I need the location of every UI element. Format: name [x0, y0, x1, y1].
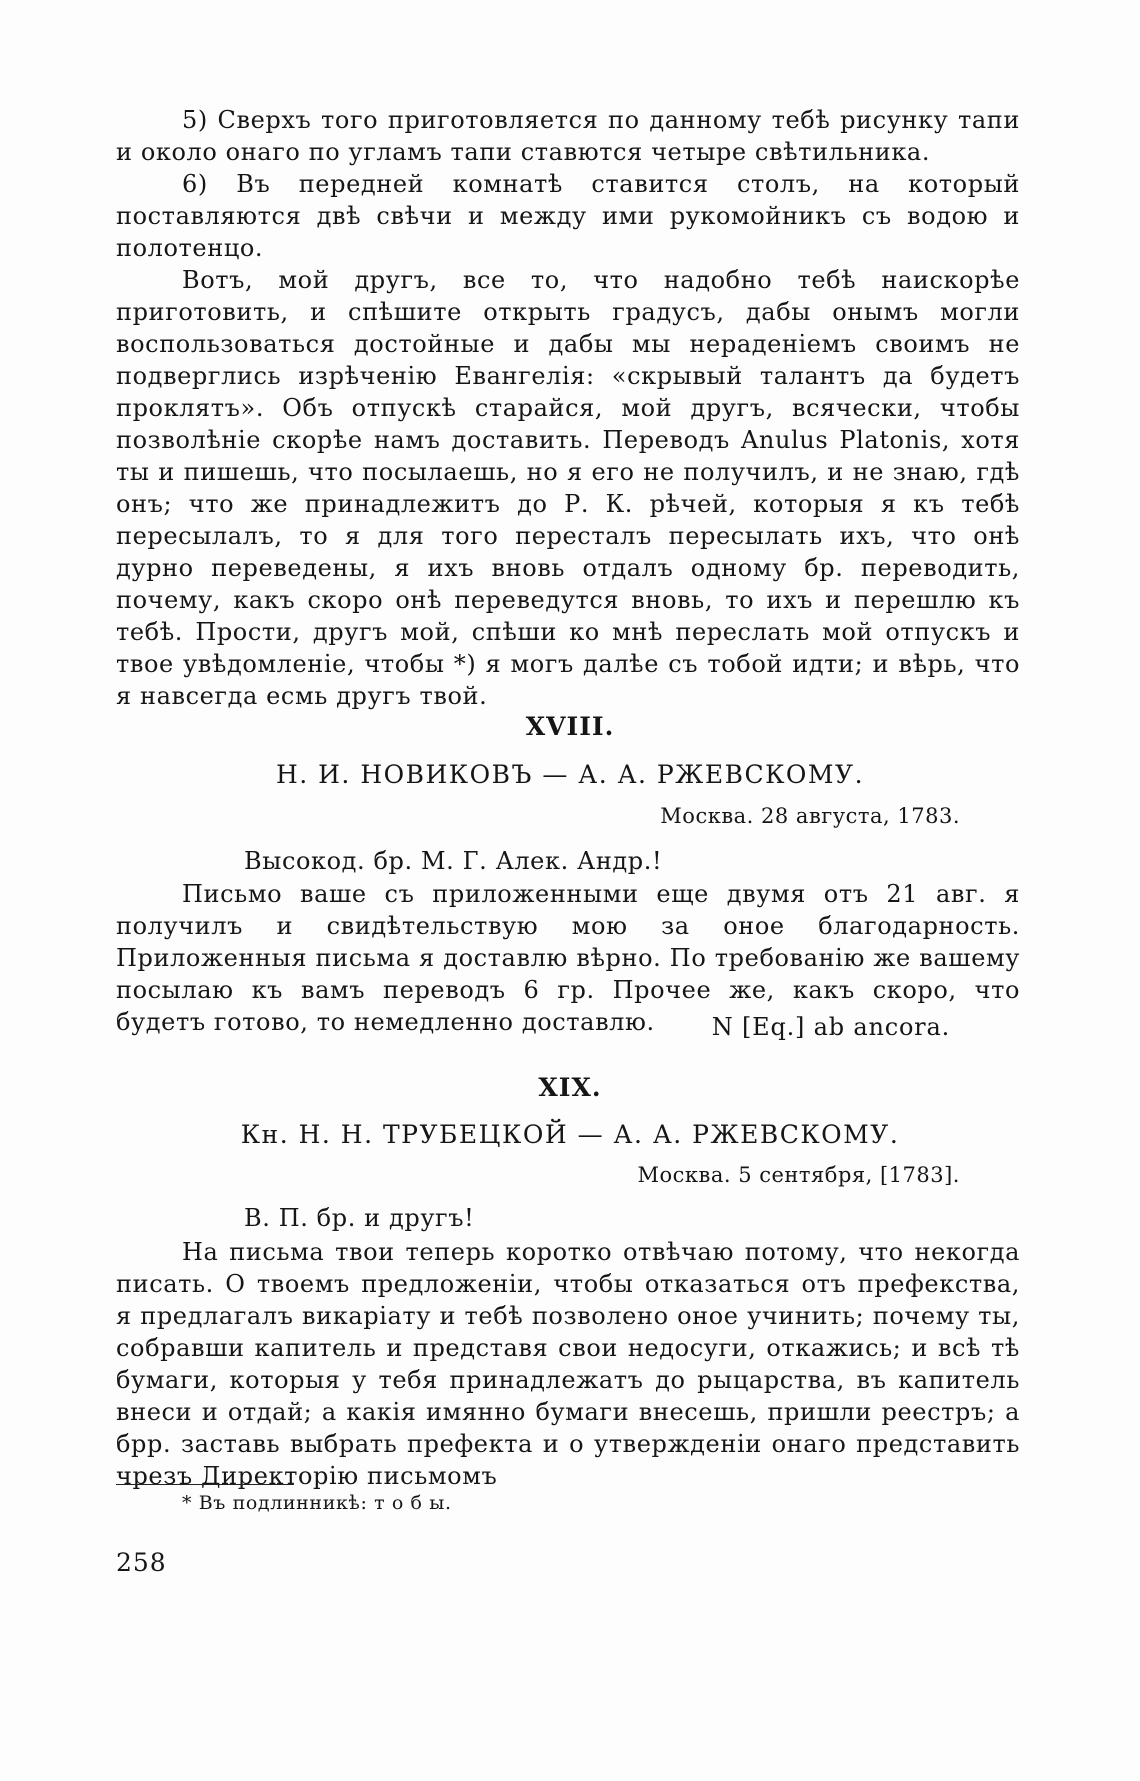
- paragraph: На письма твои теперь коротко отвѣчаю потому, что некогда писать. О твоемъ предложеніи, чтобы отказаться отъ префекства, я предлагалъ викаріату и тебѣ позволено оное учинить; почему ты, собравши капитель и представя свои недосуги, откажись; и всѣ тѣ бумаги, которыя у тебя принадлежатъ до рыцарства, въ капитель внеси и отдай; а какія имянно бумаги внесешь, пришли реестръ; а брр. заставь выбрать префекта и о утвержденіи онаго представить чрезъ Директорію письмомъ: [116, 1238, 1020, 1490]
- letter-body-xix: [116, 1236, 1020, 1492]
- letter-date-xix: Москва. 5 сентября, [1783].: [637, 1163, 960, 1187]
- footnote: * Въ подлинникѣ: т о б ы.: [182, 1492, 452, 1514]
- letter-salutation-xviii: Высокод. бр. М. Г. Алек. Андр.!: [244, 847, 663, 875]
- paragraph: 6) Въ передней комнатѣ ставится столъ, на который поставляются двѣ свѣчи и между ими рукомойникъ съ водою и полотенцо.: [116, 170, 1020, 262]
- paragraph: Вотъ, мой другъ, все то, что надобно тебѣ наискорѣе приготовить, и спѣшите открыть градусъ, дабы онымъ могли воспользоваться достойные и дабы мы нераденіемъ своимъ не подверглись изрѣченію Евангелія: «скрывый талантъ да будетъ проклятъ». Объ отпускѣ старайся, мой другъ, всячески, чтобы позволѣніе скорѣе намъ доставить. Переводъ Anulus Platonis, хотя ты и пишешь, что посылаешь, но я его не получилъ, и не знаю, гдѣ онъ; что же принадлежитъ до Р. К. рѣчей, которыя я къ тебѣ пересылалъ, то я для того пересталъ пересылать ихъ, что онѣ дурно переведены, я ихъ вновь отдалъ одному бр. переводить, почему, какъ скоро онѣ переведутся вновь, то ихъ и перешлю къ тебѣ. Прости, другъ мой, спѣши ко мнѣ переслать мой отпускъ и твое увѣдомленіе, чтобы *) я могъ далѣе съ тобой идти; и вѣрь, что я навсегда есмь другъ твой.: [116, 266, 1020, 710]
- letter-number-xviii: XVIII.: [525, 712, 615, 741]
- footnote-rule: [116, 1484, 294, 1485]
- paragraph: Письмо ваше съ приложенными еще двумя отъ 21 авг. я получилъ и свидѣтельствую мою за оное благодарность. Приложенныя письма я доставлю вѣрно. По требованію же вашему посылаю къ вамъ переводъ 6 гр. Прочее же, какъ скоро, что будетъ готово, то немедленно доставлю.: [116, 880, 1020, 1036]
- letter-title-xix: Кн. Н. Н. ТРУБЕЦКОЙ — А. А. РЖЕВСКОМУ.: [240, 1120, 900, 1149]
- letter-salutation-xix: В. П. бр. и другъ!: [244, 1204, 475, 1232]
- page-number: 258: [116, 1548, 167, 1577]
- continued-letter-text: [116, 104, 1020, 712]
- paragraph: 5) Сверхъ того приготовляется по данному тебѣ рисунку тапи и около онаго по угламъ тапи ставются четыре свѣтильника.: [116, 106, 1020, 166]
- letter-signature-xviii: N [Eq.] ab ancora.: [711, 1013, 950, 1041]
- letter-title-xviii: Н. И. НОВИКОВЪ — А. А. РЖЕВСКОМУ.: [275, 760, 865, 789]
- letter-number-xix: XIX.: [538, 1073, 602, 1102]
- letter-date-xviii: Москва. 28 августа, 1783.: [660, 804, 960, 828]
